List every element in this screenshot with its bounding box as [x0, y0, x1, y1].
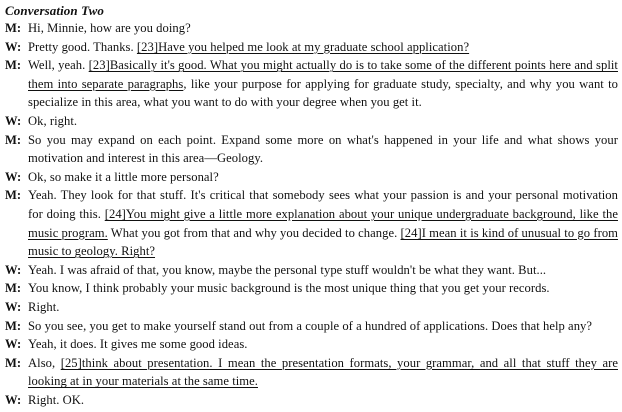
dialogue-turn [5, 112, 618, 131]
dialogue-turn [5, 19, 618, 38]
dialogue-text: Ok, right. [28, 113, 78, 128]
dialogue-turn [5, 168, 618, 187]
speaker-label: M: [5, 21, 22, 35]
underlined-answer-text: [23]Basically it's good. What you might actually do is to take some of the different points here and split them into separate paragraphs [28, 58, 618, 91]
dialogue-text: Right. OK. [28, 392, 85, 407]
dialogue-text: Ok, so make it a little more personal? [28, 169, 219, 184]
speaker-label: M: [5, 58, 22, 73]
dialogue-text: So you see, you get to make yourself stand out from a couple of a hundred of applications. Does that help any? [28, 318, 593, 333]
dialogue-text: Pretty good. Thanks. [28, 39, 137, 54]
speaker-label: M: [5, 281, 22, 296]
dialogue-text: Hi, Minnie, how are you doing? [28, 21, 191, 35]
speaker-label: W: [5, 337, 22, 352]
dialogue-turn [5, 279, 618, 298]
speaker-label: M: [5, 188, 22, 203]
underlined-answer-text: [24]I mean it is kind of unusual to go from music to geology. Right? [28, 225, 619, 259]
speaker-label: M: [5, 318, 22, 333]
dialogue-turn [5, 298, 618, 317]
dialogue-turn [5, 56, 618, 112]
dialogue-text: Also, [28, 355, 61, 370]
underlined-answer-text: [25]think about presentation. I mean the presentation formats, your grammar, and all that stuff they are looking at in your materials at the same time. [28, 355, 618, 389]
conversation-heading: Conversation Two [5, 3, 104, 18]
dialogue-turn [5, 186, 618, 260]
speaker-label: W: [5, 169, 22, 184]
speaker-label: M: [5, 355, 22, 370]
dialogue-text: So you may expand on each point. Expand some more on what's happened in your life and what shows your motivation and interest in this area—Geology. [28, 132, 618, 166]
dialogue-text: You know, I think probably your music background is the most unique thing that you get your records. [28, 281, 550, 296]
speaker-label: M: [5, 132, 22, 147]
underlined-answer-text: [24]You might give a little more explanation about your unique undergraduate background, like the music program. [28, 206, 618, 240]
speaker-label: W: [5, 299, 22, 314]
speaker-label: W: [5, 392, 22, 407]
dialogue-turn [5, 335, 618, 354]
dialogue-text: Yeah. I was afraid of that, you know, maybe the personal type stuff wouldn't be what they want. But... [28, 262, 547, 277]
dialogue-text: Right. [28, 299, 60, 314]
speaker-label: W: [5, 39, 22, 54]
dialogue-turn [5, 261, 618, 280]
underlined-answer-text: [23]Have you helped me look at my graduate school application? [136, 39, 470, 54]
dialogue-text: , like your purpose for applying for graduate study, specialty, and why you want to specialize in this area, what you want to do with your degree when you get it. [28, 76, 618, 110]
dialogue-text: Yeah, it does. It gives me some good ideas. [28, 337, 248, 352]
dialogue-list [5, 19, 618, 409]
dialogue-text: Well, yeah. [28, 58, 89, 73]
dialogue-turn [5, 131, 618, 168]
dialogue-turn [5, 354, 618, 391]
speaker-label: W: [5, 113, 22, 128]
speaker-label: W: [5, 262, 22, 277]
dialogue-turn [5, 391, 618, 410]
dialogue-turn [5, 317, 618, 336]
dialogue-turn [5, 38, 618, 57]
dialogue-text: Yeah. They look for that stuff. It's critical that somebody sees what your passion is and your personal motivation for doing this. [28, 188, 618, 221]
dialogue-text: What you got from that and why you decided to change. [107, 225, 401, 240]
